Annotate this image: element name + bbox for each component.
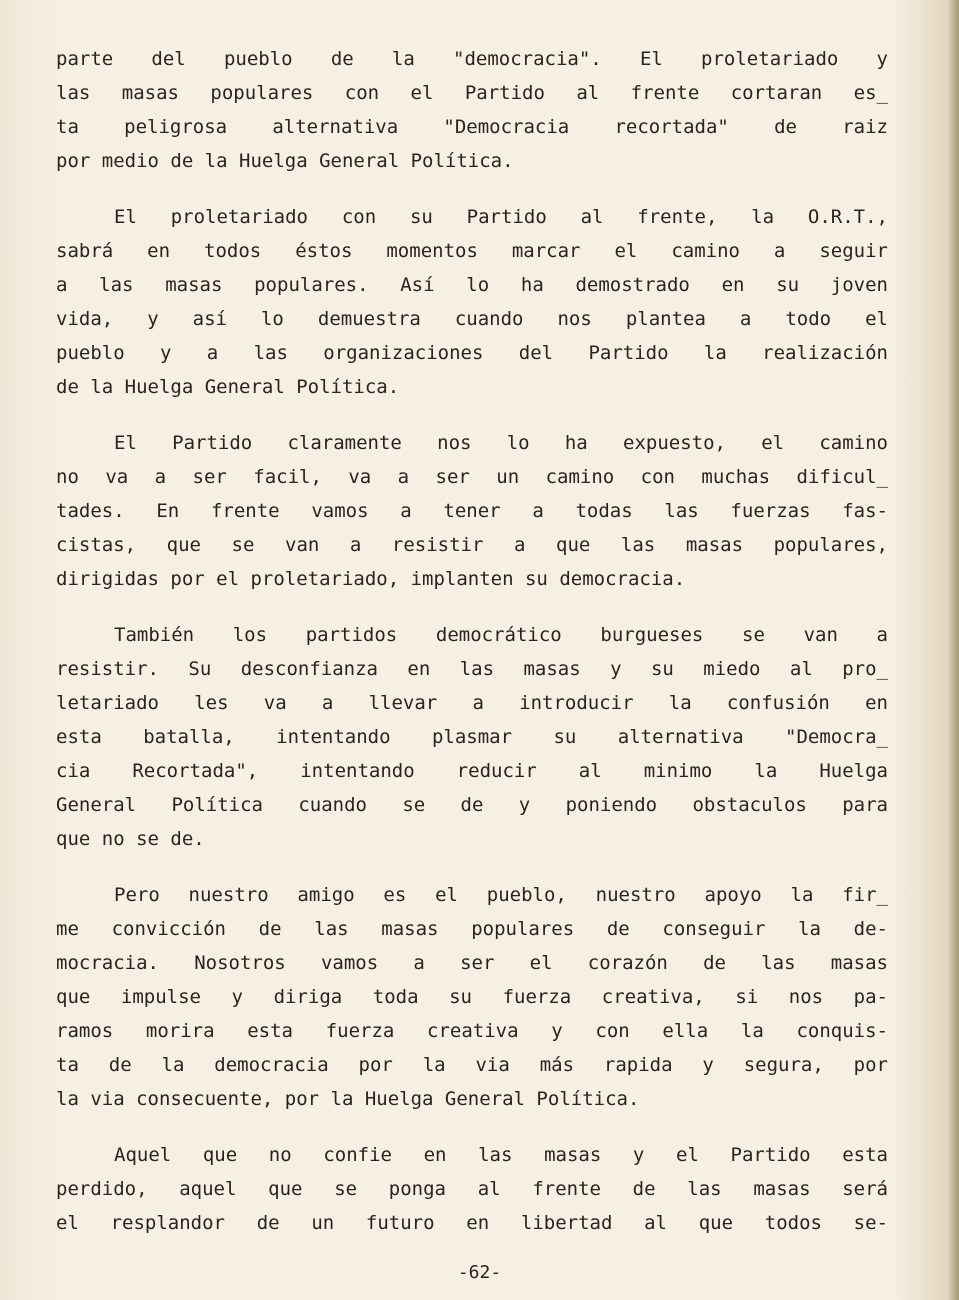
text-line: perdido, aquel que se ponga al frente de las masas será <box>56 1178 888 1200</box>
paragraph-6 <box>56 1138 888 1240</box>
text-line: sabrá en todos éstos momentos marcar el camino a seguir <box>56 240 888 262</box>
page-edge-shadow <box>949 0 959 1300</box>
text-line: que no se de. <box>56 828 205 850</box>
text-line: parte del pueblo de la "democracia". El proletariado y <box>56 48 888 70</box>
text-line: el resplandor de un futuro en libertad al que todos se- <box>56 1212 888 1234</box>
text-line: de la Huelga General Política. <box>56 376 400 398</box>
paragraph-1 <box>56 42 888 178</box>
paragraph-5 <box>56 878 888 1116</box>
text-line: El proletariado con su Partido al frente, la O.R.T., <box>114 206 888 228</box>
text-line: esta batalla, intentando plasmar su alternativa "Democra_ <box>56 726 888 748</box>
text-line: Aquel que no confie en las masas y el Partido esta <box>114 1144 888 1166</box>
text-line: Pero nuestro amigo es el pueblo, nuestro apoyo la fir_ <box>114 884 888 906</box>
text-line: cistas, que se van a resistir a que las masas populares, <box>56 534 888 556</box>
page-number: -62- <box>457 1262 502 1283</box>
paragraph-4 <box>56 618 888 856</box>
text-line: no va a ser facil, va a ser un camino con muchas dificul_ <box>56 466 888 488</box>
text-line: mocracia. Nosotros vamos a ser el corazón de las masas <box>56 952 888 974</box>
text-line: ta de la democracia por la via más rapida y segura, por <box>56 1054 888 1076</box>
text-line: También los partidos democrático burgueses se van a <box>114 624 888 646</box>
text-line: pueblo y a las organizaciones del Partido la realización <box>56 342 888 364</box>
text-line: las masas populares con el Partido al frente cortaran es_ <box>56 82 888 104</box>
text-line: resistir. Su desconfianza en las masas y su miedo al pro_ <box>56 658 888 680</box>
text-line: ta peligrosa alternativa "Democracia recortada" de raiz <box>56 116 888 138</box>
text-line: General Política cuando se de y poniendo obstaculos para <box>56 794 888 816</box>
text-line: cia Recortada", intentando reducir al minimo la Huelga <box>56 760 888 782</box>
text-line: tades. En frente vamos a tener a todas las fuerzas fas- <box>56 500 888 522</box>
text-line: la via consecuente, por la Huelga General Política. <box>56 1088 640 1110</box>
text-line: por medio de la Huelga General Política. <box>56 150 514 172</box>
text-line: dirigidas por el proletariado, implanten su democracia. <box>56 568 686 590</box>
text-line: a las masas populares. Así lo ha demostrado en su joven <box>56 274 888 296</box>
text-line: que impulse y diriga toda su fuerza creativa, si nos pa- <box>56 986 888 1008</box>
paragraph-3 <box>56 426 888 596</box>
text-line: El Partido claramente nos lo ha expuesto, el camino <box>114 432 888 454</box>
text-line: me convicción de las masas populares de conseguir la de- <box>56 918 888 940</box>
text-line: ramos morira esta fuerza creativa y con ella la conquis- <box>56 1020 888 1042</box>
paragraph-2 <box>56 200 888 404</box>
text-line: vida, y así lo demuestra cuando nos plantea a todo el <box>56 308 888 330</box>
document-body <box>56 42 888 1262</box>
text-line: letariado les va a llevar a introducir la confusión en <box>56 692 888 714</box>
